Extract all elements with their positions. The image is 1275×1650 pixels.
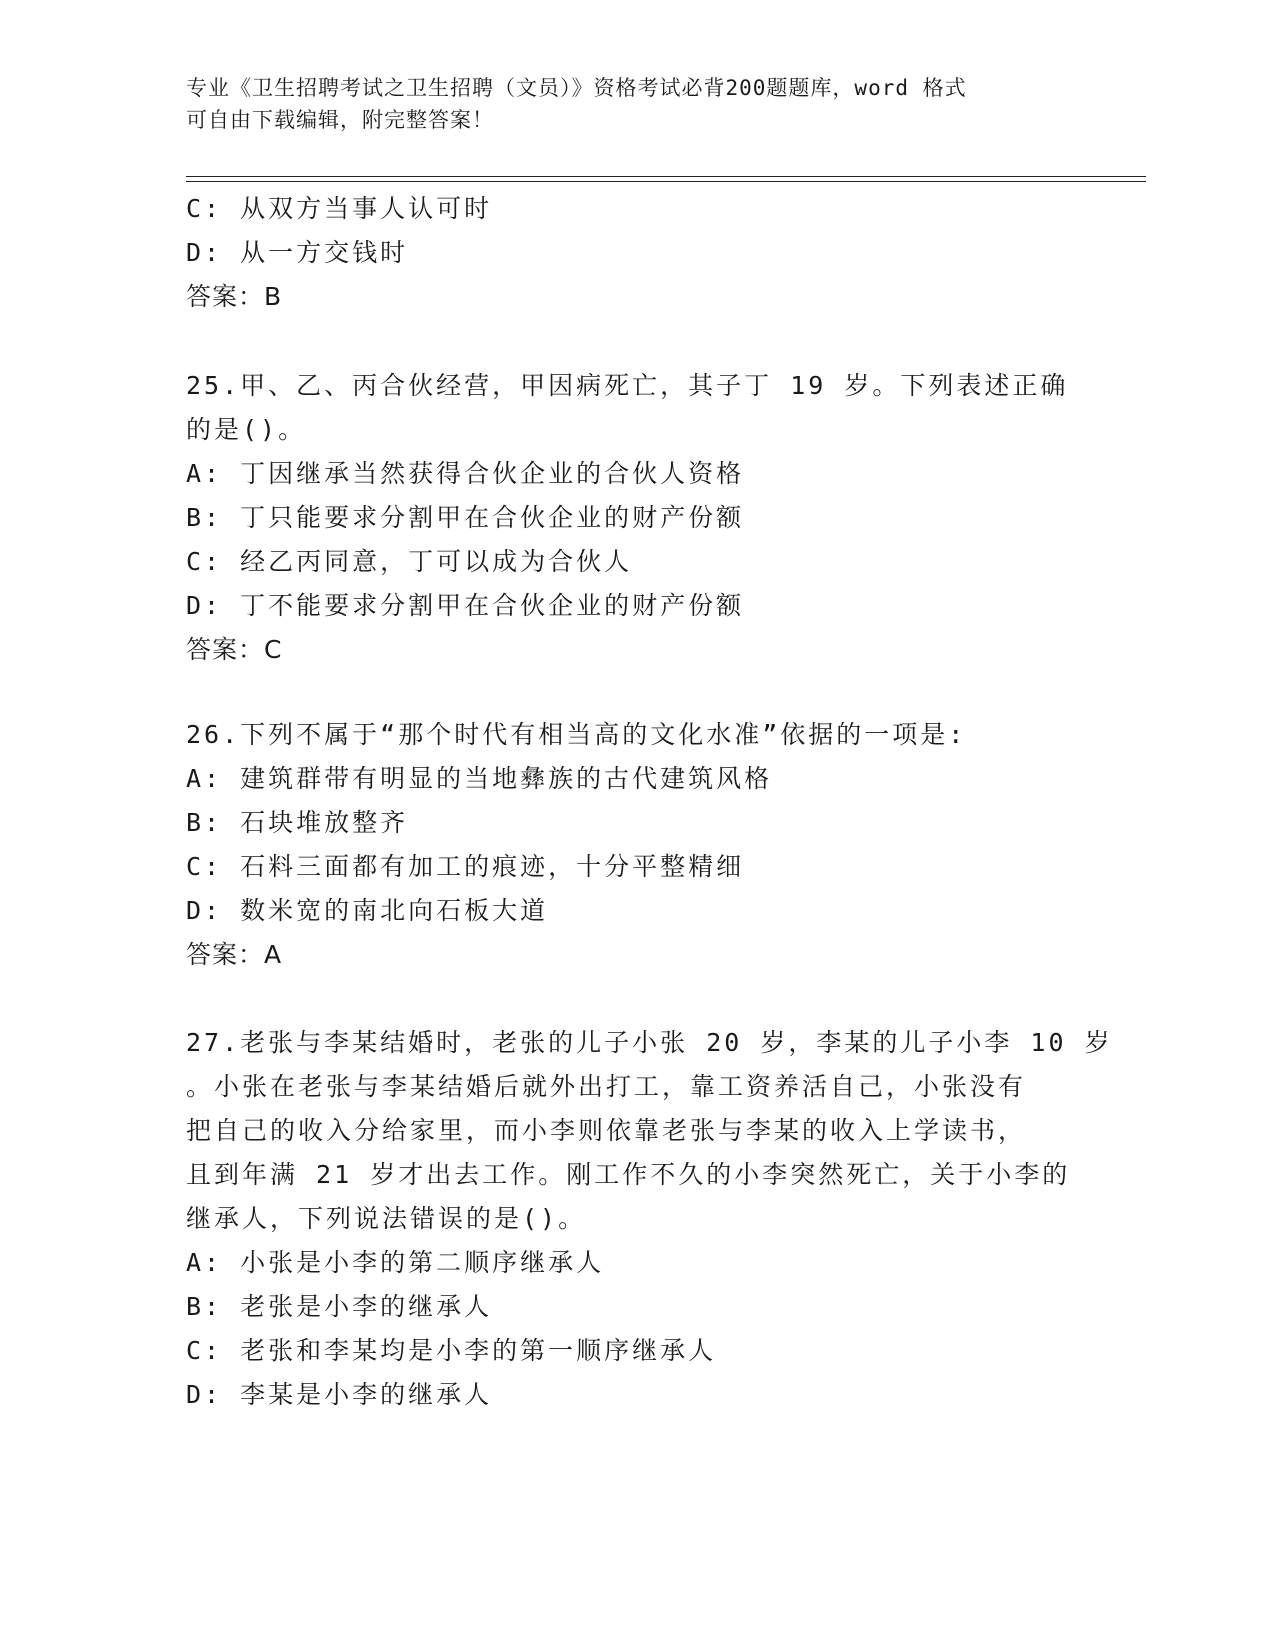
q25-option-b: B: 丁只能要求分割甲在合伙企业的财产份额 [186, 503, 745, 532]
q25-option-c: C: 经乙丙同意，丁可以成为合伙人 [186, 547, 633, 576]
q27-stem-line-2: 。小张在老张与李某结婚后就外出打工，靠工资养活自己，小张没有 [186, 1072, 1027, 1101]
q26-stem-line-1: 26.下列不属于“那个时代有相当高的文化水准”依据的一项是: [186, 720, 967, 749]
q25-answer: 答案：C [186, 635, 283, 664]
q25-stem-line-1: 25.甲、乙、丙合伙经营，甲因病死亡，其子丁 19 岁。下列表述正确 [186, 371, 1069, 400]
q27-stem-line-3: 把自己的收入分给家里，而小李则依靠老张与李某的收入上学读书， [186, 1116, 1027, 1145]
document-header [186, 72, 1086, 136]
header-title-line-2: 可自由下载编辑，附完整答案！ [186, 108, 494, 132]
q25-stem-line-2: 的是()。 [186, 415, 307, 444]
q26-option-a: A: 建筑群带有明显的当地彝族的古代建筑风格 [186, 764, 773, 793]
q26-answer: 答案：A [186, 940, 283, 969]
q27-stem-line-4: 且到年满 21 岁才出去工作。刚工作不久的小李突然死亡，关于小李的 [186, 1160, 1071, 1189]
q27-option-c: C: 老张和李某均是小李的第一顺序继承人 [186, 1336, 717, 1365]
q26-option-d: D: 数米宽的南北向石板大道 [186, 896, 549, 925]
q27-option-b: B: 老张是小李的继承人 [186, 1292, 493, 1321]
q24-option-d: D: 从一方交钱时 [186, 238, 409, 267]
q27-option-d: D: 李某是小李的继承人 [186, 1380, 493, 1409]
q26-option-c: C: 石料三面都有加工的痕迹，十分平整精细 [186, 852, 745, 881]
q24-option-c: C: 从双方当事人认可时 [186, 194, 493, 223]
q25-option-d: D: 丁不能要求分割甲在合伙企业的财产份额 [186, 591, 745, 620]
q25-option-a: A: 丁因继承当然获得合伙企业的合伙人资格 [186, 459, 745, 488]
header-divider-bottom [186, 181, 1146, 182]
q24-answer: 答案：B [186, 282, 283, 311]
q27-stem-line-1: 27.老张与李某结婚时，老张的儿子小张 20 岁，李某的儿子小李 10 岁 [186, 1028, 1113, 1057]
q27-stem-line-5: 继承人，下列说法错误的是()。 [186, 1204, 587, 1233]
q26-option-b: B: 石块堆放整齐 [186, 808, 409, 837]
q27-option-a: A: 小张是小李的第二顺序继承人 [186, 1248, 605, 1277]
header-divider-top [186, 176, 1146, 177]
header-title-line-1: 专业《卫生招聘考试之卫生招聘（文员）》资格考试必背200题题库，word 格式 [186, 76, 967, 100]
